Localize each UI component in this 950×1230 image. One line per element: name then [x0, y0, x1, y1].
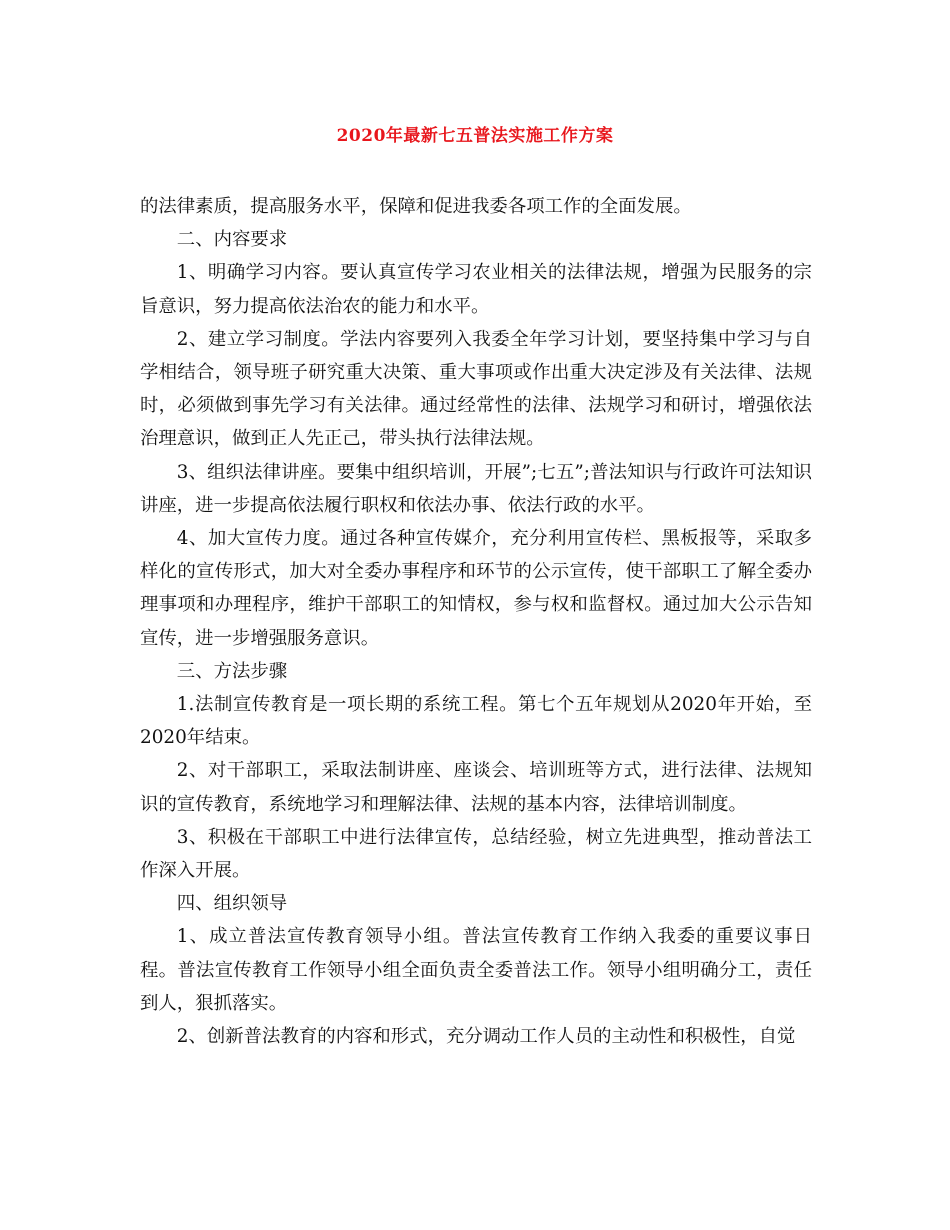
document-title: 2020年最新七五普法实施工作方案	[336, 126, 614, 146]
section-heading-content-requirements: 二、内容要求	[176, 229, 288, 251]
section-heading-leadership: 四、组织领导	[176, 893, 288, 915]
paragraph-study-content: 1、明确学习内容。要认真宣传学习农业相关的法律法规，增强为民服务的宗旨意识，努力提高依法治农的能力和水平。	[140, 262, 812, 317]
paragraph-continuation: 的法律素质，提高服务水平，保障和促进我委各项工作的全面发展。	[140, 196, 692, 217]
paragraph-typical-examples: 3、积极在干部职工中进行法律宣传，总结经验，树立先进典型，推动普法工作深入开展。	[140, 826, 812, 882]
paragraph-long-term-project: 1.法制宣传教育是一项长期的系统工程。第七个五年规划从2020年开始，至2020年结束。	[140, 694, 812, 749]
paragraph-cadre-training: 2、对干部职工，采取法制讲座、座谈会、培训班等方式，进行法律、法规知识的宣传教育，系统地学习和理解法律、法规的基本内容，法律培训制度。	[140, 760, 812, 815]
paragraph-leading-group: 1、成立普法宣传教育领导小组。普法宣传教育工作纳入我委的重要议事日程。普法宣传教育工作领导小组全面负责全委普法工作。领导小组明确分工，责任到人，狠抓落实。	[140, 926, 812, 1014]
paragraph-study-system: 2、建立学习制度。学法内容要列入我委全年学习计划，要坚持集中学习与自学相结合，领导班子研究重大决策、重大事项或作出重大决定涉及有关法律、法规时，必须做到事先学习有关法律。通过经常性的法律、法规学习和研讨，增强依法治理意识，做到正人先正己，带头执行法律法规。	[140, 328, 812, 450]
paragraph-law-lectures: 3、组织法律讲座。要集中组织培训，开展”;七五”;普法知识与行政许可法知识讲座，进一步提高依法履行职权和依法办事、依法行政的水平。	[140, 461, 812, 516]
document-body	[140, 190, 812, 1053]
paragraph-publicity: 4、加大宣传力度。通过各种宣传媒介，充分利用宣传栏、黑板报等，采取多样化的宣传形式，加大对全委办事程序和环节的公示宣传，使干部职工了解全委办理事项和办理程序，维护干部职工的知情权，参与权和监督权。通过加大公示告知宣传，进一步增强服务意识。	[140, 528, 812, 649]
section-heading-methods-steps: 三、方法步骤	[176, 660, 288, 682]
paragraph-innovation: 2、创新普法教育的内容和形式，充分调动工作人员的主动性和积极性，自觉	[176, 1026, 796, 1048]
